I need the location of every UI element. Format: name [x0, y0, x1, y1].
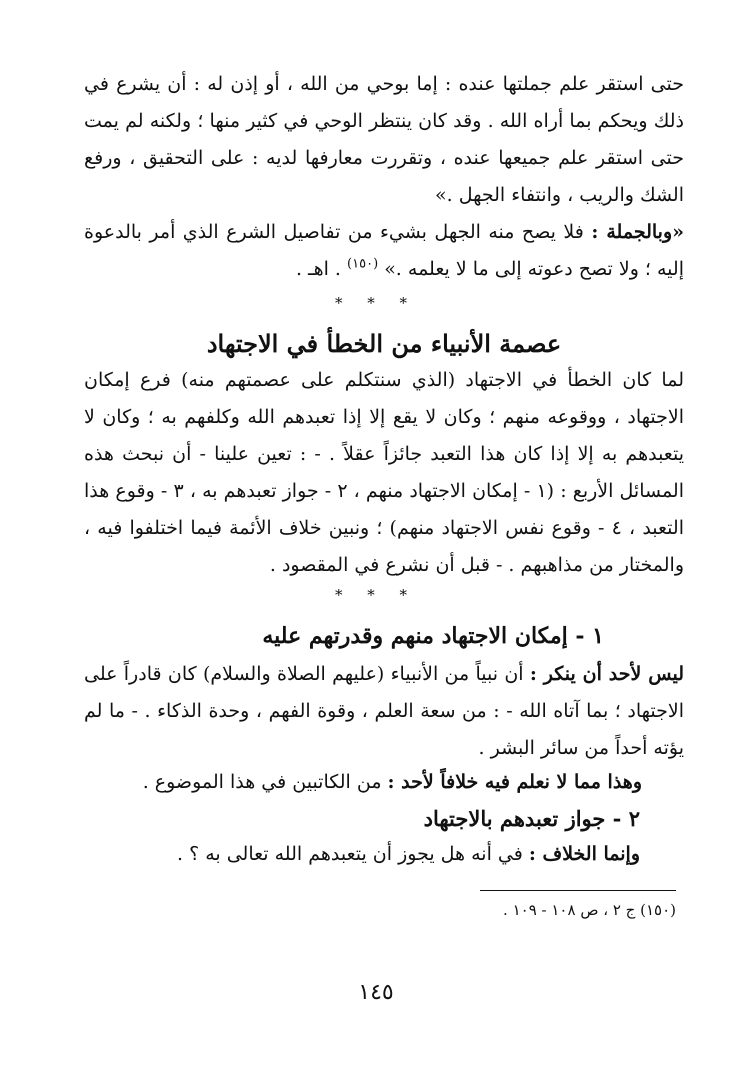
paragraph-lead: ليس لأحد أن ينكر :: [529, 663, 684, 685]
footnote: (١٥٠) ج ٢ ، ص ١٠٨ - ١٠٩ .: [503, 901, 676, 919]
paragraph-possibility: [84, 656, 684, 767]
subsection-heading: ٢ - جواز تعبدهم بالاجتهاد: [423, 806, 640, 831]
paragraph-body: من الكاتبين في هذا الموضوع .: [142, 771, 382, 793]
section-heading: عصمة الأنبياء من الخطأ في الاجتهاد: [206, 329, 562, 358]
paragraph-summary: [84, 214, 684, 288]
paragraph-quote-continuation: حتى استقر علم جملتها عنده : إما بوحي من الله ، أو إذن له : أن يشرع في ذلك ويحكم بما أراه الله . وقد كان ينتظر الوحي في كثير منها ؛ ولكنه لم يمت حتى استقر علم جميعها عنده ، وتقررت معارفها لديه : على التحقيق ، ورفع الشك والريب ، وانتفاء الجهل .»: [84, 73, 684, 206]
footnote-reference: (١٥٠): [347, 256, 379, 272]
subsection-heading: ١ - إمكان الاجتهاد منهم وقدرتهم عليه: [262, 623, 604, 649]
paragraph-tail: . اهـ .: [295, 258, 341, 280]
section-divider: * * *: [334, 586, 418, 604]
paragraph-lead: وهذا مما لا نعلم فيه خلافاً لأحد :: [387, 771, 642, 793]
paragraph-body: أن نبياً من الأنبياء (عليهم الصلاة والسلام) كان قادراً على الاجتهاد ؛ بما آتاه الله - : من سعة العلم ، وقوة الفهم ، وحدة الذكاء . - ما لم يؤته أحداً من سائر البشر .: [84, 663, 684, 759]
paragraph-intro: لما كان الخطأ في الاجتهاد (الذي سنتكلم على عصمتهم منه) فرع إمكان الاجتهاد ، ووقوعه منهم ؛ وكان لا يقع إلا إذا تعبدهم الله وكلفهم به ؛ وكان لا يتعبدهم به إلا إذا كان هذا التعبد جائزاً عقلاً . - : تعين علينا - أن نبحث هذه المسائل الأربع : (١ - إمكان الاجتهاد منهم ، ٢ - جواز تعبدهم به ، ٣ - وقوع هذا التعبد ، ٤ - وقوع نفس الاجتهاد منهم) ؛ ونبين خلاف الأئمة فيما اختلفوا فيه ، والمختار من مذاهبهم . - قبل أن نشرع في المقصود .: [84, 369, 684, 576]
paragraph-no-dispute: [82, 764, 642, 801]
paragraph-body: في أنه هل يجوز أن يتعبدهم الله تعالى به ؟ .: [177, 843, 523, 865]
paragraph-lead: «وبالجملة :: [591, 221, 685, 243]
section-divider: * * *: [334, 294, 418, 312]
paragraph-body: فلا يصح منه الجهل بشيء من تفاصيل الشرع الذي أمر بالدعوة إليه ؛ ولا تصح دعوته إلى ما لا يعلمه .»: [84, 221, 684, 280]
paragraph-dispute: [80, 836, 640, 873]
page-number: ١٤٥: [358, 980, 394, 1005]
footnote-separator: [480, 890, 676, 891]
paragraph-lead: وإنما الخلاف :: [528, 843, 640, 865]
